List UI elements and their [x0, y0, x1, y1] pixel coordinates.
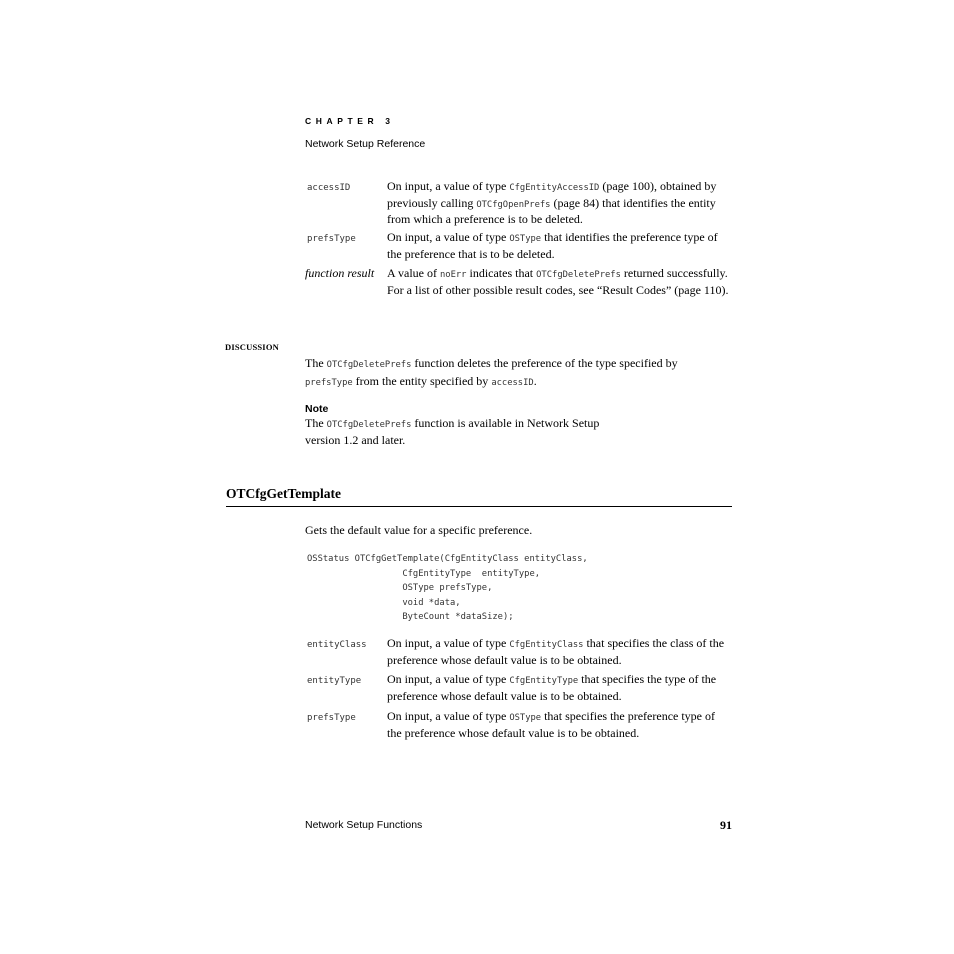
inline-code: CfgEntityAccessID	[509, 183, 600, 193]
inline-code: noErr	[440, 270, 467, 280]
chapter-label: CHAPTER 3	[305, 116, 395, 126]
function-heading: OTCfgGetTemplate	[226, 486, 341, 501]
text-segment: (page 84) that identifies the entity from which a preference is to be deleted.	[387, 195, 716, 227]
note-label: Note	[305, 403, 329, 415]
param-desc-prefstype-2	[387, 709, 732, 740]
text-segment: A value of	[387, 266, 440, 280]
param-desc-entityclass	[387, 636, 732, 667]
heading-rule	[226, 506, 732, 507]
text-segment: On input, a value of type	[387, 672, 510, 686]
text-segment: On input, a value of type	[387, 636, 510, 650]
inline-code: prefsType	[305, 377, 353, 388]
text-segment: that specifies the class of the preference whose default value is to be obtained.	[387, 636, 725, 667]
discussion-text	[305, 356, 725, 391]
param-name-entitytype: entityType	[307, 676, 362, 686]
inline-code: OSType	[509, 713, 542, 723]
text-segment: The	[305, 356, 327, 370]
text-segment: returned successfully. For a list of other possible result codes, see “Result Codes” (page 110).	[387, 266, 729, 297]
inline-code: OTCfgDeletePrefs	[536, 270, 621, 280]
inline-code: OTCfgDeletePrefs	[326, 360, 412, 370]
param-name-prefstype: prefsType	[307, 234, 356, 244]
text-segment: On input, a value of type	[387, 179, 510, 193]
function-summary: Gets the default value for a specific preference.	[305, 523, 533, 537]
param-desc-prefstype	[387, 230, 732, 261]
text-segment: that identifies the preference type of the preference that is to be deleted.	[387, 230, 718, 261]
text-segment: On input, a value of type	[387, 230, 510, 244]
text-segment: that specifies the type of the preference whose default value is to be obtained.	[387, 672, 717, 703]
note-text	[305, 416, 615, 448]
inline-code: OTCfgDeletePrefs	[326, 420, 412, 430]
text-segment: The	[305, 416, 327, 430]
param-name-function-result: function result	[305, 266, 375, 280]
inline-code: CfgEntityType	[509, 676, 579, 686]
inline-code: OSType	[509, 234, 542, 244]
param-desc-function-result	[387, 266, 732, 297]
inline-code: accessID	[491, 377, 534, 388]
inline-code: CfgEntityClass	[509, 640, 584, 650]
text-segment: On input, a value of type	[387, 709, 510, 723]
param-desc-entitytype	[387, 672, 732, 703]
text-segment: function is available in Network Setup version 1.2 and later.	[305, 416, 600, 447]
footer-section: Network Setup Functions	[305, 819, 423, 831]
page-number: 91	[720, 818, 732, 832]
discussion-label: DISCUSSION	[225, 342, 279, 352]
inline-code: OTCfgOpenPrefs	[476, 199, 551, 210]
param-name-accessid: accessID	[307, 183, 351, 193]
text-segment: (page 100), obtained by previously calling	[387, 179, 717, 210]
text-segment: .	[533, 373, 537, 388]
text-segment: indicates that	[466, 266, 537, 280]
param-desc-accessid	[387, 179, 732, 227]
text-segment: function deletes the preference of the type specified by	[411, 356, 678, 370]
function-prototype: OSStatus OTCfgGetTemplate(CfgEntityClass entityClass, CfgEntityType entityType, OSType prefsType, void *data, ByteCount *dataSize);	[307, 554, 588, 623]
text-segment: from the entity specified by	[352, 373, 492, 388]
param-name-prefstype-2: prefsType	[307, 713, 356, 723]
param-name-entityclass: entityClass	[307, 640, 367, 650]
section-title: Network Setup Reference	[305, 138, 426, 150]
text-segment: that specifies the preference type of the preference whose default value is to be obtained.	[387, 709, 716, 740]
